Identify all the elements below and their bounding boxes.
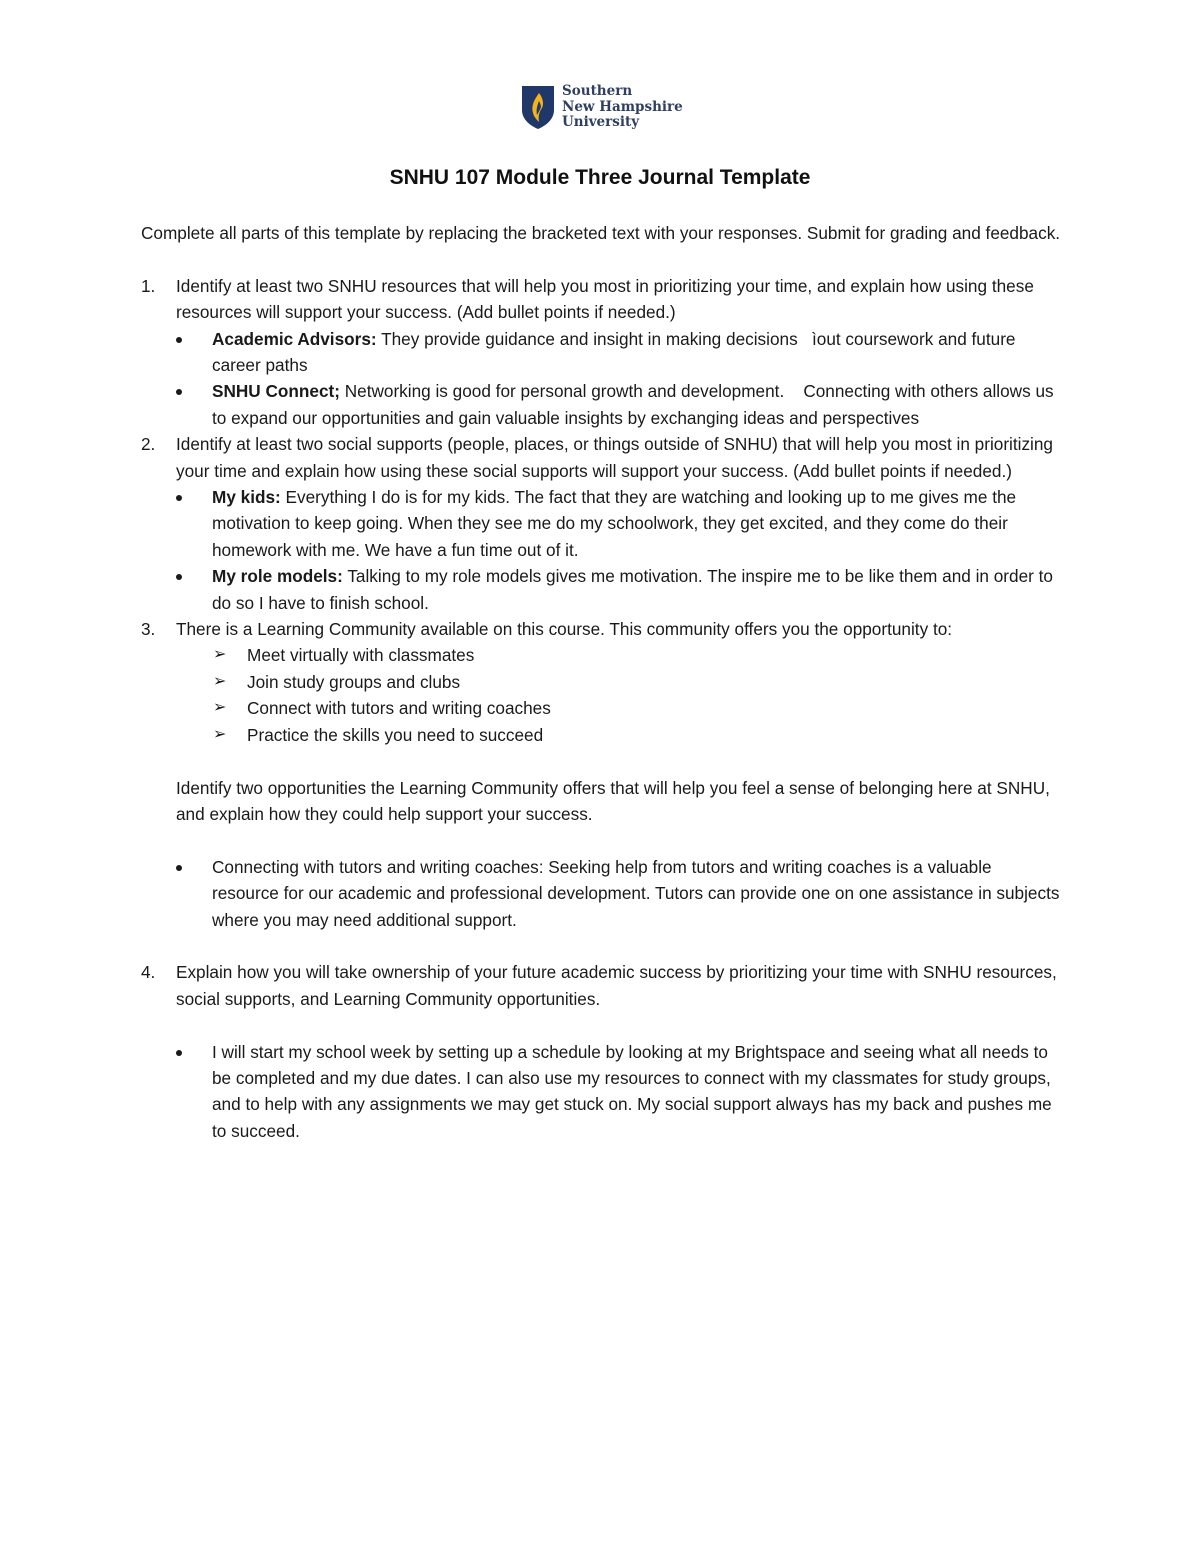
opportunity-text: Join study groups and clubs: [247, 671, 461, 692]
question-prompt: There is a Learning Community available on this course. This community offers you the opportunity to:: [176, 619, 953, 640]
arrow-bullet-icon: ➢: [213, 646, 227, 664]
logo-wordmark: [562, 84, 683, 131]
item-text: Talking to my role models gives me motivation. The inspire me to be like them and in order to do so I have to finish school.: [212, 566, 1053, 613]
bullet-icon: [176, 865, 182, 871]
bullet-icon: [176, 389, 182, 395]
logo-line-3: University: [562, 114, 640, 130]
list-item: [141, 722, 1061, 748]
shield-flame-icon: [520, 84, 556, 130]
question-prompt: Identify at least two social supports (people, places, or things outside of SNHU) that will help you most in prioritizing your time and explain how using these social supports will support your success. (Add bullet points if needed.): [176, 434, 1053, 481]
list-item: [141, 326, 1061, 379]
arrow-bullet-icon: ➢: [213, 699, 227, 717]
question-number: 1.: [141, 275, 156, 296]
logo-line-1: Southern: [562, 83, 633, 99]
answer-text: Connecting with tutors and writing coaches: Seeking help from tutors and writing coaches is a valuable resource for our academic and professional development. Tutors can provide one on one assistance in subjects where you may need additional support.: [212, 856, 1060, 930]
item-text: Networking is good for personal growth and development. Connecting with others allows us to expand our opportunities and gain valuable insights by exchanging ideas and perspectives: [212, 381, 1054, 428]
item-label: Academic Advisors:: [212, 328, 377, 349]
opportunity-text: Practice the skills you need to succeed: [247, 724, 544, 745]
list-item: [141, 642, 1061, 668]
item-label: My role models:: [212, 566, 343, 587]
question-2: [141, 431, 1061, 484]
opportunity-text: Meet virtually with classmates: [247, 645, 475, 666]
list-item: [141, 378, 1061, 431]
bullet-icon: [176, 574, 182, 580]
intro-paragraph: Complete all parts of this template by replacing the bracketed text with your responses. Submit for grading and feedback.: [141, 223, 1061, 243]
document-body: [141, 220, 1061, 1144]
university-logo: [520, 84, 683, 131]
question-4: [141, 959, 1061, 1012]
question-1: [141, 273, 1061, 326]
question-number: 2.: [141, 434, 156, 455]
bullet-icon: [176, 1050, 182, 1056]
item-label: SNHU Connect;: [212, 381, 340, 402]
opportunity-text: Connect with tutors and writing coaches: [247, 698, 551, 719]
question-number: 3.: [141, 619, 156, 640]
logo-line-2: New Hampshire: [562, 98, 683, 115]
arrow-bullet-icon: ➢: [213, 725, 227, 743]
list-item: [141, 563, 1061, 616]
question-3: [141, 616, 1061, 642]
bullet-icon: [176, 337, 182, 343]
arrow-bullet-icon: ➢: [213, 672, 227, 690]
question-prompt: Identify at least two SNHU resources that will help you most in prioritizing your time, and explain how using these resources will support your success. (Add bullet points if needed.): [176, 275, 1034, 323]
list-item: [141, 669, 1061, 695]
answer-text: I will start my school week by setting up a schedule by looking at my Brightspace and seeing what all needs to be completed and my due dates. I can also use my resources to connect with my classmates for study groups, and to help with any assignments we may get stuck on. My social support always has my back and pushes me to succeed.: [212, 1041, 1052, 1141]
list-item: [141, 854, 1061, 933]
item-text: They provide guidance and insight in making decisions ìout coursework and future career paths: [212, 328, 1016, 376]
list-item: [141, 1039, 1061, 1145]
question-prompt: Explain how you will take ownership of your future academic success by prioritizing your time with SNHU resources, social supports, and Learning Community opportunities.: [176, 962, 1057, 1009]
question-3-followup: Identify two opportunities the Learning Community offers that will help you feel a sense of belonging here at SNHU, and explain how they could help support your success.: [176, 777, 1050, 824]
document-title: SNHU 107 Module Three Journal Template: [389, 166, 811, 189]
list-item: [141, 484, 1061, 563]
item-label: My kids:: [212, 487, 281, 508]
list-item: [141, 695, 1061, 721]
bullet-icon: [176, 495, 182, 501]
question-number: 4.: [141, 962, 156, 983]
item-text: Everything I do is for my kids. The fact that they are watching and looking up to me gives me the motivation to keep going. When they see me do my schoolwork, they get excited, and they come do their homework with me. We have a fun time out of it.: [212, 487, 1017, 560]
